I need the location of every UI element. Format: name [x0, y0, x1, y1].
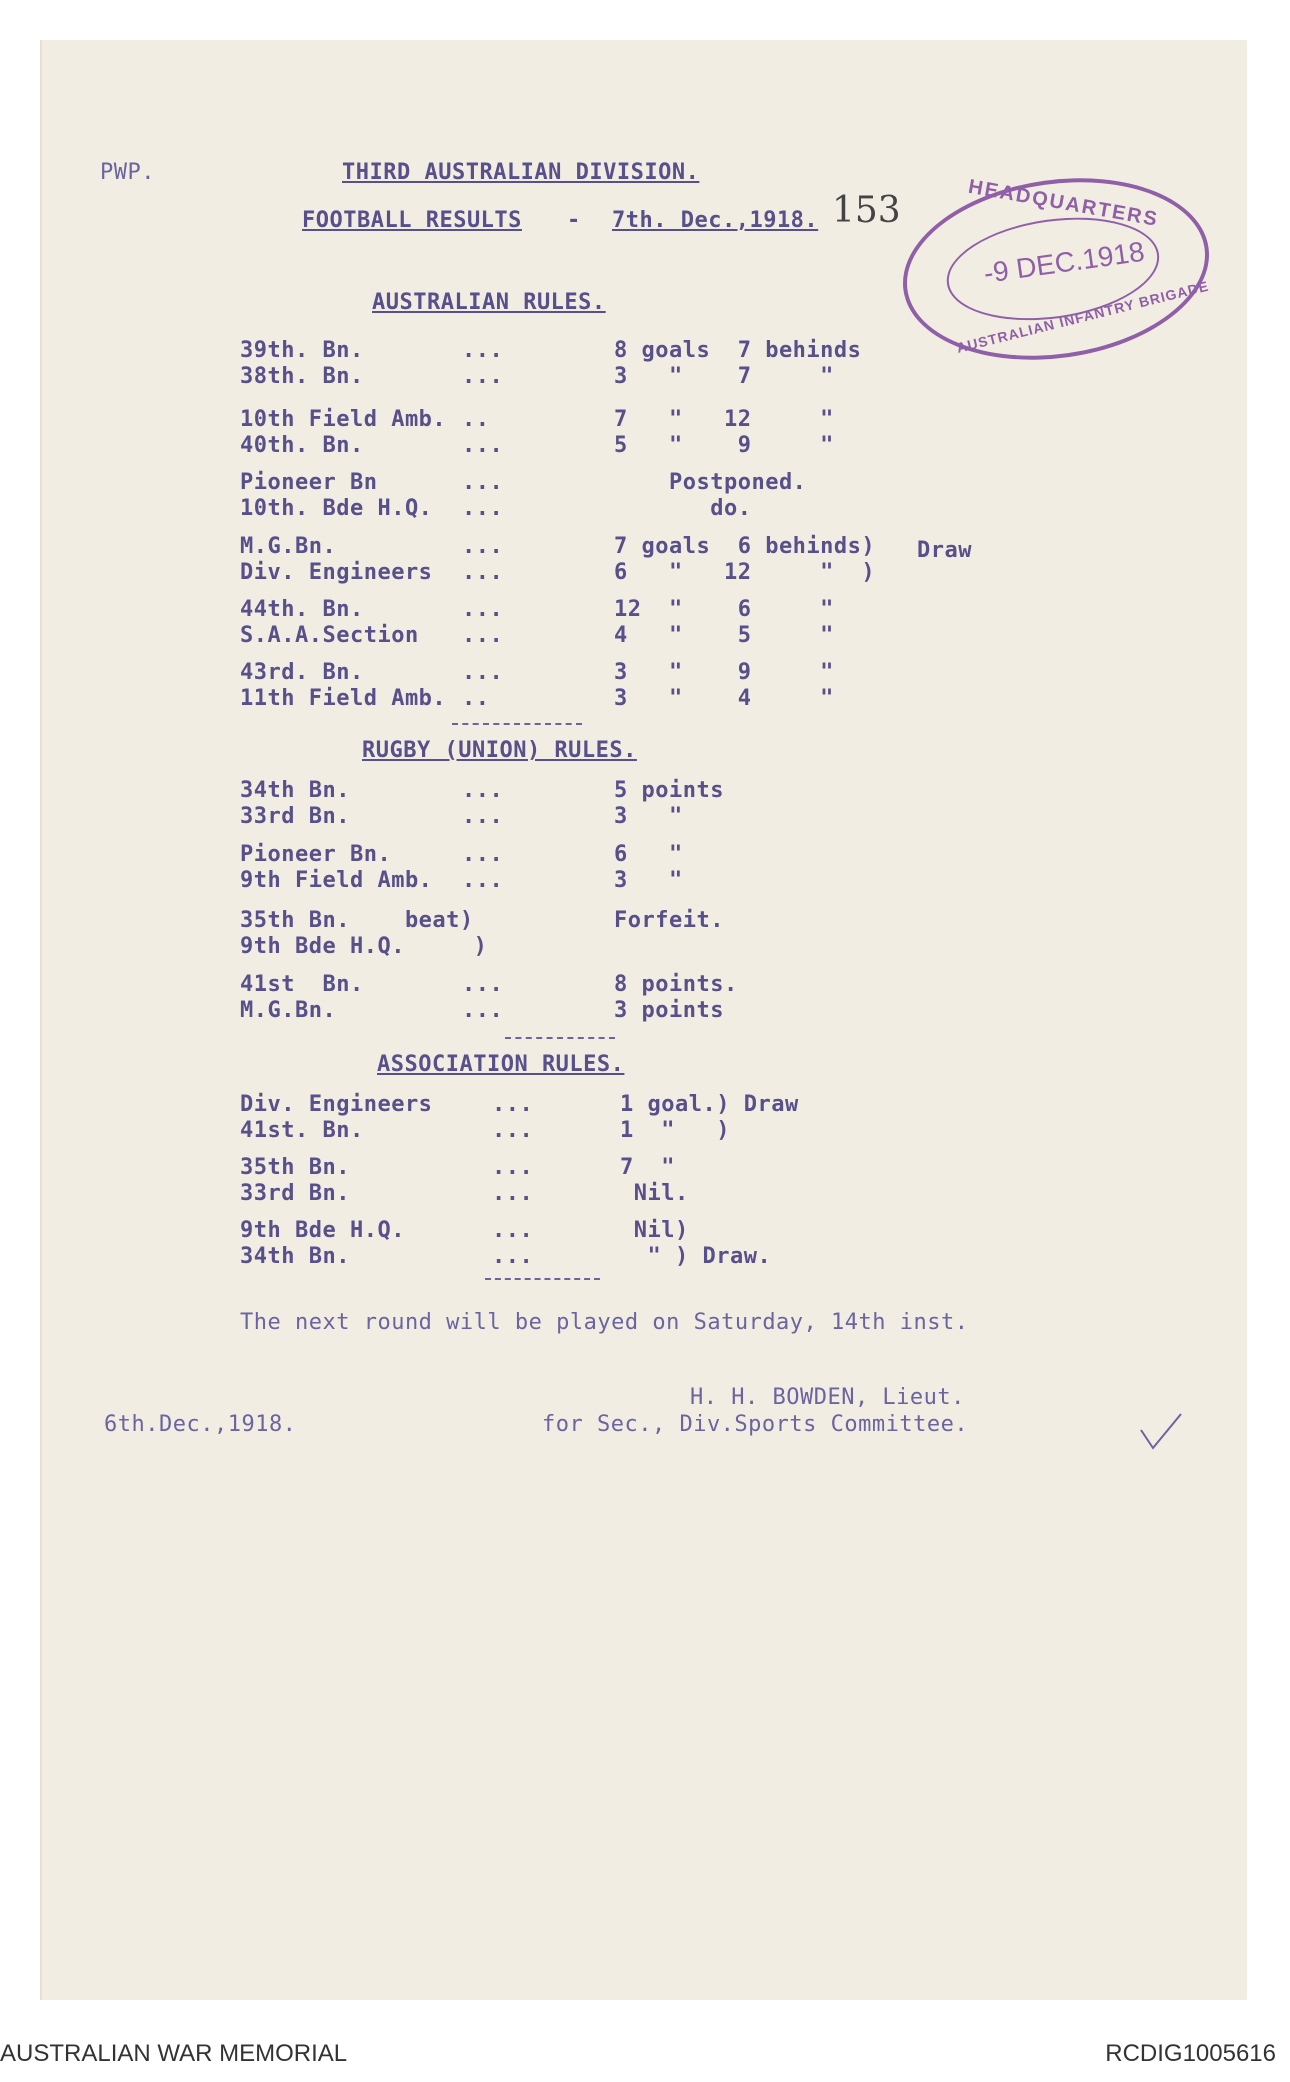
- leader-dots: ...: [462, 972, 504, 997]
- results-title: FOOTBALL RESULTS: [302, 208, 522, 233]
- match-score: 7 ": [620, 1155, 675, 1180]
- leader-dots: ...: [462, 560, 504, 585]
- leader-dots: ...: [462, 778, 504, 803]
- team-name: 40th. Bn.: [240, 433, 364, 458]
- team-name: Pioneer Bn: [240, 470, 378, 495]
- match-score: 3 " 9 ": [614, 660, 834, 685]
- match-score: Postponed.: [614, 470, 807, 495]
- match-score: 8 points.: [614, 972, 738, 997]
- leader-dots: ...: [492, 1244, 534, 1269]
- results-separator: -: [567, 208, 581, 233]
- match-score: Nil.: [620, 1181, 689, 1206]
- team-name: 34th Bn.: [240, 778, 350, 803]
- match-score: 3 ": [614, 804, 683, 829]
- team-name: 43rd. Bn.: [240, 660, 364, 685]
- leader-dots: ...: [462, 804, 504, 829]
- team-name: Div. Engineers: [240, 1092, 433, 1117]
- footer-record-id: RCDIG1005616: [1105, 2040, 1276, 2067]
- team-name: M.G.Bn.: [240, 998, 337, 1023]
- match-score: 8 goals 7 behinds: [614, 338, 862, 363]
- match-score: Forfeit.: [614, 908, 724, 933]
- leader-dots: ...: [462, 597, 504, 622]
- match-score: 7 goals 6 behinds): [614, 534, 876, 559]
- document-date: 6th.Dec.,1918.: [104, 1412, 297, 1437]
- leader-dots: ...: [462, 496, 504, 521]
- leader-dots: ..: [462, 686, 490, 711]
- match-score: 5 " 9 ": [614, 433, 834, 458]
- match-score: 7 " 12 ": [614, 407, 834, 432]
- folio-number: 153: [832, 190, 901, 231]
- stamp-title: HEADQUARTERS: [966, 175, 1161, 231]
- leader-dots: ...: [462, 534, 504, 559]
- team-name: 34th Bn.: [240, 1244, 350, 1269]
- headquarters-stamp: [891, 159, 1221, 378]
- check-mark-icon: [1137, 1410, 1187, 1455]
- team-name: 41st. Bn.: [240, 1118, 364, 1143]
- rugby-rules-heading: RUGBY (UNION) RULES.: [362, 738, 637, 763]
- match-score: 5 points: [614, 778, 724, 803]
- match-score: 3 " 4 ": [614, 686, 834, 711]
- match-score: Nil): [620, 1218, 689, 1243]
- association-rules-heading: ASSOCIATION RULES.: [377, 1052, 625, 1077]
- match-score: " ) Draw.: [620, 1244, 772, 1269]
- team-name: 10th. Bde H.Q.: [240, 496, 433, 521]
- leader-dots: ..: [462, 407, 490, 432]
- leader-dots: ...: [462, 433, 504, 458]
- match-score: 12 " 6 ": [614, 597, 834, 622]
- leader-dots: ...: [492, 1092, 534, 1117]
- team-name: 44th. Bn.: [240, 597, 364, 622]
- leader-dots: ...: [462, 868, 504, 893]
- stamp-date: -9 DEC.1918: [981, 235, 1147, 289]
- match-score: 1 goal.) Draw: [620, 1092, 799, 1117]
- match-score: 3 " 7 ": [614, 364, 834, 389]
- team-name: 10th Field Amb.: [240, 407, 447, 432]
- team-name: Pioneer Bn.: [240, 842, 392, 867]
- match-score: 6 ": [614, 842, 683, 867]
- team-name: 35th Bn. beat): [240, 908, 474, 933]
- leader-dots: ...: [492, 1155, 534, 1180]
- leader-dots: ...: [462, 660, 504, 685]
- match-score: 3 ": [614, 868, 683, 893]
- next-round-note: The next round will be played on Saturday, 14th inst.: [240, 1310, 969, 1335]
- leader-dots: ...: [492, 1181, 534, 1206]
- leader-dots: ...: [492, 1218, 534, 1243]
- leader-dots: ...: [462, 998, 504, 1023]
- section-divider: [505, 1037, 615, 1039]
- section-divider: [452, 723, 582, 725]
- team-name: 33rd Bn.: [240, 1181, 350, 1206]
- document-page: [40, 40, 1247, 2000]
- team-name: 9th Bde H.Q. ): [240, 934, 488, 959]
- team-name: 39th. Bn.: [240, 338, 364, 363]
- signature-name: H. H. BOWDEN, Lieut.: [690, 1385, 965, 1410]
- team-name: 35th Bn.: [240, 1155, 350, 1180]
- leader-dots: ...: [462, 623, 504, 648]
- leader-dots: ...: [492, 1118, 534, 1143]
- team-name: S.A.A.Section: [240, 623, 419, 648]
- team-name: 11th Field Amb.: [240, 686, 447, 711]
- division-title: THIRD AUSTRALIAN DIVISION.: [342, 160, 700, 185]
- leader-dots: ...: [462, 842, 504, 867]
- leader-dots: ...: [462, 364, 504, 389]
- team-name: 33rd Bn.: [240, 804, 350, 829]
- leader-dots: ...: [462, 338, 504, 363]
- match-score: 4 " 5 ": [614, 623, 834, 648]
- team-name: M.G.Bn.: [240, 534, 337, 559]
- footer-archive-name: AUSTRALIAN WAR MEMORIAL: [0, 2040, 348, 2067]
- team-name: 9th Bde H.Q.: [240, 1218, 405, 1243]
- reference-code: PWP.: [100, 160, 155, 185]
- team-name: 38th. Bn.: [240, 364, 364, 389]
- match-score: 6 " 12 " ): [614, 560, 876, 585]
- section-divider: [485, 1278, 600, 1280]
- results-date: 7th. Dec.,1918.: [612, 208, 819, 233]
- match-score: 3 points: [614, 998, 724, 1023]
- match-score: do.: [614, 496, 752, 521]
- leader-dots: ...: [462, 470, 504, 495]
- team-name: Div. Engineers: [240, 560, 433, 585]
- australian-rules-heading: AUSTRALIAN RULES.: [372, 290, 606, 315]
- match-score: 1 " ): [620, 1118, 730, 1143]
- team-name: 41st Bn.: [240, 972, 364, 997]
- team-name: 9th Field Amb.: [240, 868, 433, 893]
- stamp-brigade: AUSTRALIAN INFANTRY BRIGADE: [954, 277, 1211, 356]
- signature-role: for Sec., Div.Sports Committee.: [542, 1412, 969, 1437]
- draw-label: Draw: [917, 538, 972, 563]
